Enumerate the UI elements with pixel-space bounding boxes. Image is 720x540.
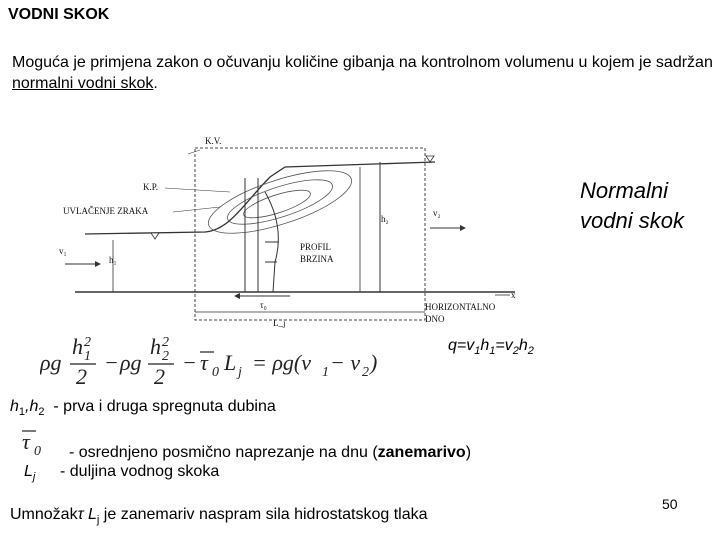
def-lj-sym xyxy=(24,463,35,483)
eq-rho-2: ρg xyxy=(120,350,142,375)
shear-arrowhead xyxy=(234,293,240,299)
hydraulic-jump-diagram xyxy=(55,132,555,332)
flow-eq-v2: =v xyxy=(495,337,513,354)
momentum-equation xyxy=(40,330,440,390)
note-tau: τ xyxy=(77,506,84,523)
eq-minus-1: − xyxy=(104,350,119,375)
eq-tau: τ xyxy=(200,350,208,375)
def-lj-desc: - duljina vodnog skoka xyxy=(60,463,220,480)
note-pre: Umnožak xyxy=(10,506,78,523)
flow-rate-equation xyxy=(448,337,534,357)
flow-sub-3: 2 xyxy=(512,345,519,358)
eq-den-1: 2 xyxy=(76,364,87,389)
eq-h1: h xyxy=(72,334,83,359)
control-volume-box xyxy=(195,148,425,320)
label-kp: K.P. xyxy=(143,182,159,192)
label-tau0: τ₀ xyxy=(260,300,267,310)
eq-h2-sub: 2 xyxy=(162,349,169,364)
note-text xyxy=(10,506,428,526)
flow-q: q xyxy=(448,337,457,354)
eq-h1-sup: 2 xyxy=(84,335,91,350)
label-lj: L_j xyxy=(273,318,286,328)
note-post: je zanemariv naspram sila hidrostatskog tlaka xyxy=(99,506,428,523)
side-label-line2: vodni skok xyxy=(580,208,684,233)
v1-arrowhead xyxy=(95,261,101,267)
flow-h2: h xyxy=(518,337,528,354)
label-x: x xyxy=(511,290,516,300)
kv-leader xyxy=(188,150,200,154)
label-uvlacenje: UVLAČENJE ZRAKA xyxy=(63,206,149,216)
flow-sub-2: 1 xyxy=(489,345,496,358)
def-tau-sub: 0 xyxy=(34,444,41,459)
flow-sub-4: 2 xyxy=(527,345,534,358)
label-kv: K.V. xyxy=(205,136,222,146)
label-h2: h₂ xyxy=(381,214,389,224)
eq-h1-sub: 1 xyxy=(84,349,91,364)
flow-sub-1: 1 xyxy=(474,345,481,358)
def-h12-desc: - prva i druga spregnuta dubina xyxy=(53,398,276,415)
page-number: 50 xyxy=(662,496,678,512)
def-tau-symbol xyxy=(20,425,60,465)
eq-den-2: 2 xyxy=(154,364,165,389)
eq-rhs-end: ) xyxy=(370,350,378,375)
intro-period: . xyxy=(153,75,158,92)
def-tau-desc xyxy=(69,444,471,462)
def-h1-sub: 1 xyxy=(18,406,26,419)
kp-leader xyxy=(165,188,230,192)
eq-L-sub: j xyxy=(238,365,242,380)
eq-rho-1: ρg xyxy=(40,350,62,375)
eq-tau-sub: 0 xyxy=(212,365,219,380)
intro-paragraph xyxy=(12,52,717,94)
water-level-marker-1 xyxy=(151,233,159,239)
eq-rhs-sub-2: 2 xyxy=(362,365,369,380)
flow-h1: h xyxy=(480,337,490,354)
label-v1: v₁ xyxy=(59,246,67,256)
def-h2-sub: 2 xyxy=(38,406,45,419)
water-level-marker-2 xyxy=(426,156,434,162)
def-lj-sub: j xyxy=(32,471,36,484)
page-title: VODNI SKOK xyxy=(8,6,110,23)
def-h1-sym: h xyxy=(10,398,19,415)
label-v2: v₂ xyxy=(433,208,441,218)
note-L: L xyxy=(83,506,97,523)
label-dno: DNO xyxy=(425,314,445,324)
roller-ellipse-2 xyxy=(223,171,337,234)
eq-h2-sup: 2 xyxy=(162,335,169,350)
def-h1-h2 xyxy=(10,398,276,418)
label-profil-2: BRZINA xyxy=(300,254,334,264)
def-tau-bold: zanemarivo xyxy=(377,444,466,461)
eq-minus-2: − xyxy=(182,350,197,375)
label-profil-1: PROFIL xyxy=(300,242,332,252)
note-L-sub: j xyxy=(96,514,100,527)
eq-rhs-sub-1: 1 xyxy=(322,365,329,380)
uvlacenje-leader xyxy=(173,207,220,212)
def-tau-glyph: τ xyxy=(22,429,30,454)
def-tau-end: ) xyxy=(465,444,472,461)
eq-rhs-mid: − v xyxy=(330,350,361,375)
eq-rhs: = ρg(v xyxy=(252,350,311,375)
v2-arrowhead xyxy=(460,225,466,231)
label-horizontalno: HORIZONTALNO xyxy=(425,302,496,312)
intro-underlined-term: normalni vodni skok xyxy=(12,75,154,92)
intro-text: Moguća je primjena zakon o očuvanju količine gibanja na kontrolnom volumenu u kojem je sadržan xyxy=(12,54,713,71)
label-h1: h₁ xyxy=(109,255,117,265)
flow-eq-v1: =v xyxy=(456,337,475,354)
def-h2-sym: ,h xyxy=(25,398,39,415)
def-tau-text: - osrednjeno posmično naprezanje na dnu ( xyxy=(69,444,378,461)
side-label xyxy=(580,176,684,236)
def-lj-L: L xyxy=(24,463,33,480)
eq-L: L xyxy=(224,350,237,375)
side-label-line1: Normalni xyxy=(580,178,669,203)
eq-h2: h xyxy=(150,334,161,359)
roller-ellipse-1 xyxy=(202,158,358,246)
